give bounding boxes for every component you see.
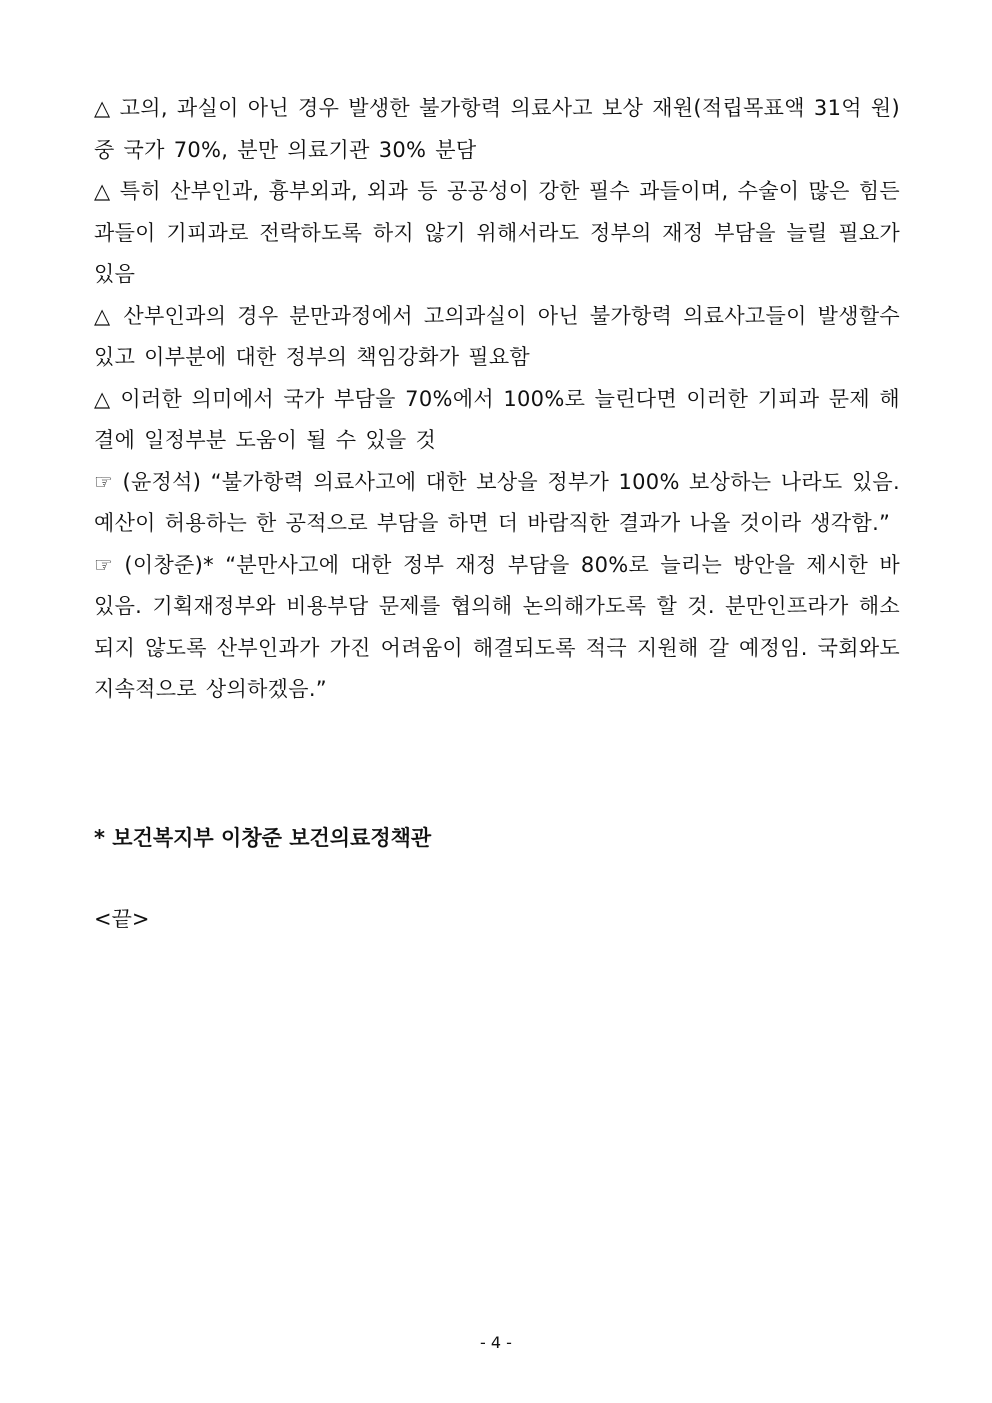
quote-lee-changjun: ☞ (이창준)* “분만사고에 대한 정부 재정 부담을 80%로 늘리는 방안을 제시한 바 있음. 기획재정부와 비용부담 문제를 협의해 논의해가도록 할 것. 분만인프라가 해소되지 않도록 산부인과가 가진 어려움이 해결되도록 적극 지원해 갈 예정임. 국회와도 지속적으로 상의하겠음.” [94, 552, 900, 701]
paragraph-obstetrics-accidents: △ 산부인과의 경우 분만과정에서 고의과실이 아닌 불가항력 의료사고들이 발생할수 있고 이부분에 대한 정부의 책임강화가 필요함 [94, 303, 900, 369]
paragraph-national-burden: △ 이러한 의미에서 국가 부담을 70%에서 100%로 늘린다면 이러한 기피과 문제 해결에 일정부분 도움이 될 수 있을 것 [94, 386, 900, 452]
quote-yoon-jeongseok: ☞ (윤정석) “불가항력 의료사고에 대한 보상을 정부가 100% 보상하는 나라도 있음. 예산이 허용하는 한 공적으로 부담을 하면 더 바람직한 결과가 나올 것이라 생각함.” [94, 469, 900, 535]
page-number: - 4 - [480, 1333, 512, 1352]
paragraph-essential-departments: △ 특히 산부인과, 흉부외과, 외과 등 공공성이 강한 필수 과들이며, 수술이 많은 힘든과들이 기피과로 전락하도록 하지 않기 위해서라도 정부의 재정 부담을 늘릴 필요가 있음 [94, 179, 901, 286]
footnote: * 보건복지부 이창준 보건의료정책관 [94, 826, 432, 850]
document-body [94, 88, 900, 711]
paragraph-funding-share: △ 고의, 과실이 아닌 경우 발생한 불가항력 의료사고 보상 재원(적립목표액 31억 원) 중 국가 70%, 분만 의료기관 30% 분담 [94, 96, 900, 162]
end-mark: <끝> [94, 907, 150, 931]
